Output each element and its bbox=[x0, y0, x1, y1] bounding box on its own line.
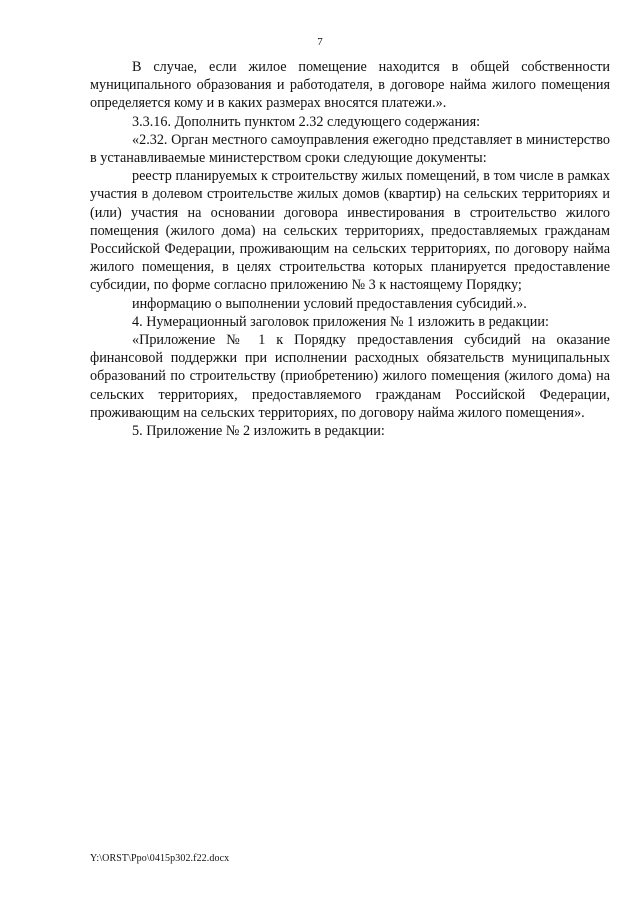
paragraph-shared-ownership: В случае, если жилое помещение находится в общей собственности муниципального образования и работодателя, в договоре найма жилого помещения определяется кому и в каких размерах вносятся платежи.». bbox=[90, 59, 610, 112]
paragraph-clause-2-32: «2.32. Орган местного самоуправления ежегодно представляет в министерство в устанавливаемые министерством сроки следующие документы: bbox=[90, 131, 610, 167]
paragraph-appendix-1-title: «Приложение № 1 к Порядку предоставления субсидий на оказание финансовой поддержки при исполнении расходных обязательств муниципальных образований по строительству (приобретению) жилого помещения (жилого дома) на сельских территориях, предоставляемого гражданам Российской Федерации, проживающим на сельских территориях, по договору найма жилого помещения». bbox=[90, 332, 610, 421]
footer-file-path: Y:\ORST\Ppo\0415p302.f22.docx bbox=[90, 853, 230, 864]
paragraph-housing-registry: реестр планируемых к строительству жилых помещений, в том числе в рамках участия в долевом строительстве жилых домов (квартир) на сельских территориях и (или) участия на основании договора инвестирования в строительство жилого помещения (жилого дома) на сельских территориях, предоставляемых гражданам Российской Федерации, проживающим на сельских территориях, по договору найма жилого помещения, в целях строительства которых планируется предоставление субсидии, по форме согласно приложению № 3 к настоящему Порядку; bbox=[90, 168, 610, 294]
document-body bbox=[90, 58, 610, 440]
page-number: 7 bbox=[317, 36, 323, 48]
paragraph-amendment-5: 5. Приложение № 2 изложить в редакции: bbox=[132, 423, 385, 440]
paragraph-subsidy-conditions: информацию о выполнении условий предоставления субсидий.». bbox=[132, 295, 527, 312]
paragraph-amendment-3-3-16: 3.3.16. Дополнить пунктом 2.32 следующего содержания: bbox=[132, 113, 481, 130]
paragraph-amendment-4: 4. Нумерационный заголовок приложения № 1 изложить в редакции: bbox=[132, 313, 549, 330]
